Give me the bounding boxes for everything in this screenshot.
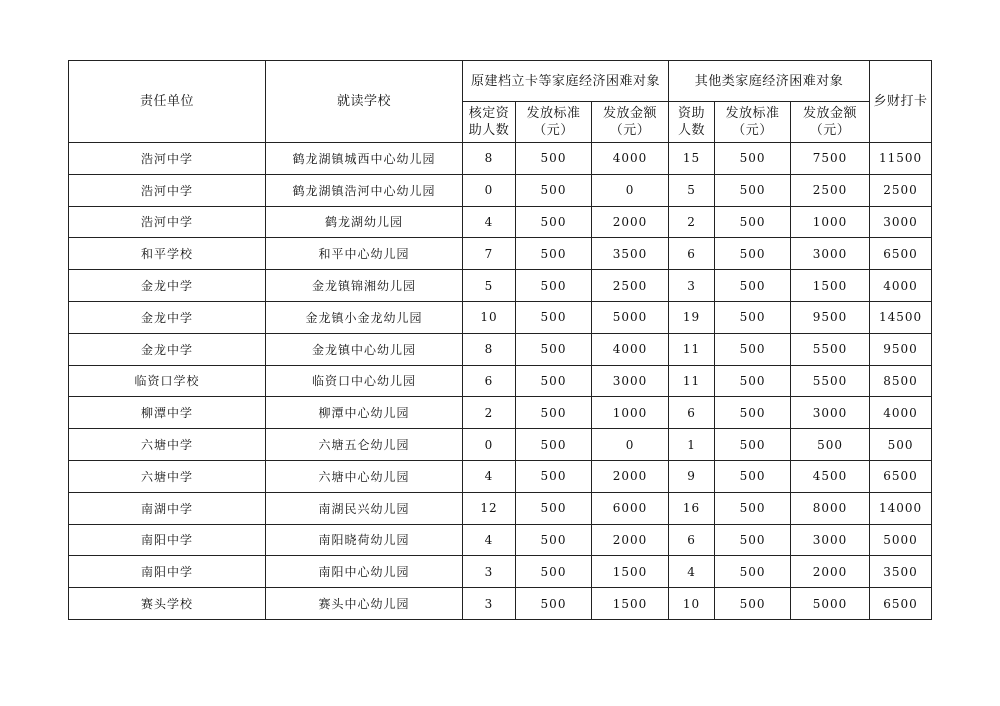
cell-unit: 南湖中学 [69,492,266,524]
cell-a-amount: 1000 [592,397,669,429]
cell-a-amount: 6000 [592,492,669,524]
cell-a-count: 0 [463,174,516,206]
cell-b-amount: 9500 [791,301,870,333]
table-row [69,238,932,270]
cell-b-amount: 1500 [791,270,870,302]
cell-total: 6500 [870,588,932,620]
table-row [69,206,932,238]
cell-b-count: 15 [669,143,715,175]
cell-b-count: 4 [669,556,715,588]
cell-a-standard: 500 [516,429,592,461]
cell-school: 金龙镇小金龙幼儿园 [266,301,463,333]
table-row [69,460,932,492]
cell-school: 和平中心幼儿园 [266,238,463,270]
cell-a-amount: 2000 [592,460,669,492]
cell-a-count: 6 [463,365,516,397]
table-row [69,333,932,365]
cell-unit: 浩河中学 [69,206,266,238]
cell-school: 鹤龙湖镇浩河中心幼儿园 [266,174,463,206]
header-school: 就读学校 [266,61,463,143]
cell-a-amount: 4000 [592,143,669,175]
cell-a-count: 8 [463,333,516,365]
cell-b-standard: 500 [715,206,791,238]
cell-unit: 金龙中学 [69,333,266,365]
table-row [69,301,932,333]
table-row [69,429,932,461]
cell-total: 9500 [870,333,932,365]
cell-b-standard: 500 [715,174,791,206]
cell-a-amount: 0 [592,174,669,206]
cell-unit: 六塘中学 [69,429,266,461]
header-group-b: 其他类家庭经济困难对象 [669,61,870,102]
cell-b-amount: 5000 [791,588,870,620]
cell-unit: 六塘中学 [69,460,266,492]
header-b-count: 资助 人数 [669,102,715,143]
cell-b-standard: 500 [715,270,791,302]
cell-b-count: 16 [669,492,715,524]
cell-a-amount: 2000 [592,206,669,238]
cell-a-amount: 0 [592,429,669,461]
cell-b-count: 11 [669,333,715,365]
header-total: 乡财打卡 [870,61,932,143]
cell-b-count: 19 [669,301,715,333]
cell-b-amount: 2000 [791,556,870,588]
cell-total: 3000 [870,206,932,238]
cell-b-count: 9 [669,460,715,492]
header-a-standard: 发放标准 （元） [516,102,592,143]
cell-b-count: 10 [669,588,715,620]
cell-a-standard: 500 [516,301,592,333]
cell-b-count: 2 [669,206,715,238]
cell-total: 6500 [870,238,932,270]
table-row [69,365,932,397]
header-group-a: 原建档立卡等家庭经济困难对象 [463,61,669,102]
cell-b-standard: 500 [715,588,791,620]
cell-a-count: 3 [463,588,516,620]
cell-unit: 金龙中学 [69,270,266,302]
cell-a-standard: 500 [516,460,592,492]
cell-a-amount: 2000 [592,524,669,556]
table-row [69,270,932,302]
cell-a-count: 10 [463,301,516,333]
cell-a-count: 12 [463,492,516,524]
cell-b-amount: 2500 [791,174,870,206]
cell-a-count: 8 [463,143,516,175]
table-row [69,143,932,175]
cell-b-standard: 500 [715,556,791,588]
header-b-amount: 发放金额 （元） [791,102,870,143]
cell-b-amount: 5500 [791,333,870,365]
cell-a-standard: 500 [516,365,592,397]
cell-a-amount: 1500 [592,556,669,588]
table-row [69,492,932,524]
cell-b-count: 3 [669,270,715,302]
cell-a-amount: 4000 [592,333,669,365]
cell-total: 3500 [870,556,932,588]
cell-b-amount: 3000 [791,397,870,429]
cell-b-standard: 500 [715,365,791,397]
header-a-count: 核定资 助人数 [463,102,516,143]
cell-b-amount: 8000 [791,492,870,524]
cell-total: 4000 [870,397,932,429]
cell-school: 六塘中心幼儿园 [266,460,463,492]
cell-b-amount: 3000 [791,524,870,556]
cell-a-standard: 500 [516,588,592,620]
cell-a-count: 2 [463,397,516,429]
cell-b-standard: 500 [715,143,791,175]
cell-unit: 柳潭中学 [69,397,266,429]
cell-a-standard: 500 [516,143,592,175]
table-row [69,397,932,429]
cell-unit: 金龙中学 [69,301,266,333]
cell-total: 8500 [870,365,932,397]
cell-unit: 浩河中学 [69,143,266,175]
cell-school: 临资口中心幼儿园 [266,365,463,397]
cell-b-count: 1 [669,429,715,461]
cell-b-standard: 500 [715,333,791,365]
cell-b-standard: 500 [715,238,791,270]
cell-a-amount: 2500 [592,270,669,302]
header-a-amount: 发放金额 （元） [592,102,669,143]
cell-a-count: 7 [463,238,516,270]
cell-a-standard: 500 [516,556,592,588]
cell-total: 11500 [870,143,932,175]
cell-unit: 浩河中学 [69,174,266,206]
table-row [69,588,932,620]
cell-a-amount: 3500 [592,238,669,270]
cell-b-amount: 3000 [791,238,870,270]
cell-school: 南阳中心幼儿园 [266,556,463,588]
cell-a-count: 4 [463,460,516,492]
header-b-standard: 发放标准 （元） [715,102,791,143]
cell-a-count: 4 [463,524,516,556]
cell-a-standard: 500 [516,397,592,429]
cell-b-standard: 500 [715,524,791,556]
cell-school: 鹤龙湖镇城西中心幼儿园 [266,143,463,175]
cell-unit: 临资口学校 [69,365,266,397]
cell-total: 4000 [870,270,932,302]
cell-b-count: 11 [669,365,715,397]
cell-total: 14500 [870,301,932,333]
cell-school: 鹤龙湖幼儿园 [266,206,463,238]
cell-a-standard: 500 [516,524,592,556]
cell-b-standard: 500 [715,301,791,333]
cell-a-amount: 1500 [592,588,669,620]
table-row [69,556,932,588]
cell-total: 500 [870,429,932,461]
cell-total: 5000 [870,524,932,556]
cell-a-standard: 500 [516,206,592,238]
cell-a-standard: 500 [516,238,592,270]
cell-school: 金龙镇锦湘幼儿园 [266,270,463,302]
cell-unit: 和平学校 [69,238,266,270]
cell-b-standard: 500 [715,397,791,429]
cell-school: 六塘五仑幼儿园 [266,429,463,461]
header-unit: 责任单位 [69,61,266,143]
cell-a-count: 5 [463,270,516,302]
cell-b-amount: 5500 [791,365,870,397]
cell-a-standard: 500 [516,333,592,365]
header-row-top [69,61,932,102]
cell-b-count: 6 [669,238,715,270]
cell-unit: 南阳中学 [69,524,266,556]
cell-school: 赛头中心幼儿园 [266,588,463,620]
cell-school: 南阳晓荷幼儿园 [266,524,463,556]
cell-b-count: 6 [669,524,715,556]
cell-total: 6500 [870,460,932,492]
table-row [69,524,932,556]
cell-b-standard: 500 [715,492,791,524]
cell-a-count: 4 [463,206,516,238]
cell-b-amount: 4500 [791,460,870,492]
cell-a-count: 0 [463,429,516,461]
cell-total: 14000 [870,492,932,524]
cell-a-count: 3 [463,556,516,588]
cell-a-amount: 3000 [592,365,669,397]
cell-a-standard: 500 [516,270,592,302]
table-row [69,174,932,206]
cell-a-standard: 500 [516,174,592,206]
cell-b-amount: 500 [791,429,870,461]
cell-school: 南湖民兴幼儿园 [266,492,463,524]
cell-b-standard: 500 [715,460,791,492]
cell-b-standard: 500 [715,429,791,461]
cell-b-count: 6 [669,397,715,429]
cell-a-amount: 5000 [592,301,669,333]
cell-unit: 赛头学校 [69,588,266,620]
cell-b-amount: 7500 [791,143,870,175]
cell-total: 2500 [870,174,932,206]
cell-a-standard: 500 [516,492,592,524]
cell-school: 柳潭中心幼儿园 [266,397,463,429]
subsidy-table [68,60,932,620]
cell-b-count: 5 [669,174,715,206]
cell-unit: 南阳中学 [69,556,266,588]
cell-school: 金龙镇中心幼儿园 [266,333,463,365]
cell-b-amount: 1000 [791,206,870,238]
